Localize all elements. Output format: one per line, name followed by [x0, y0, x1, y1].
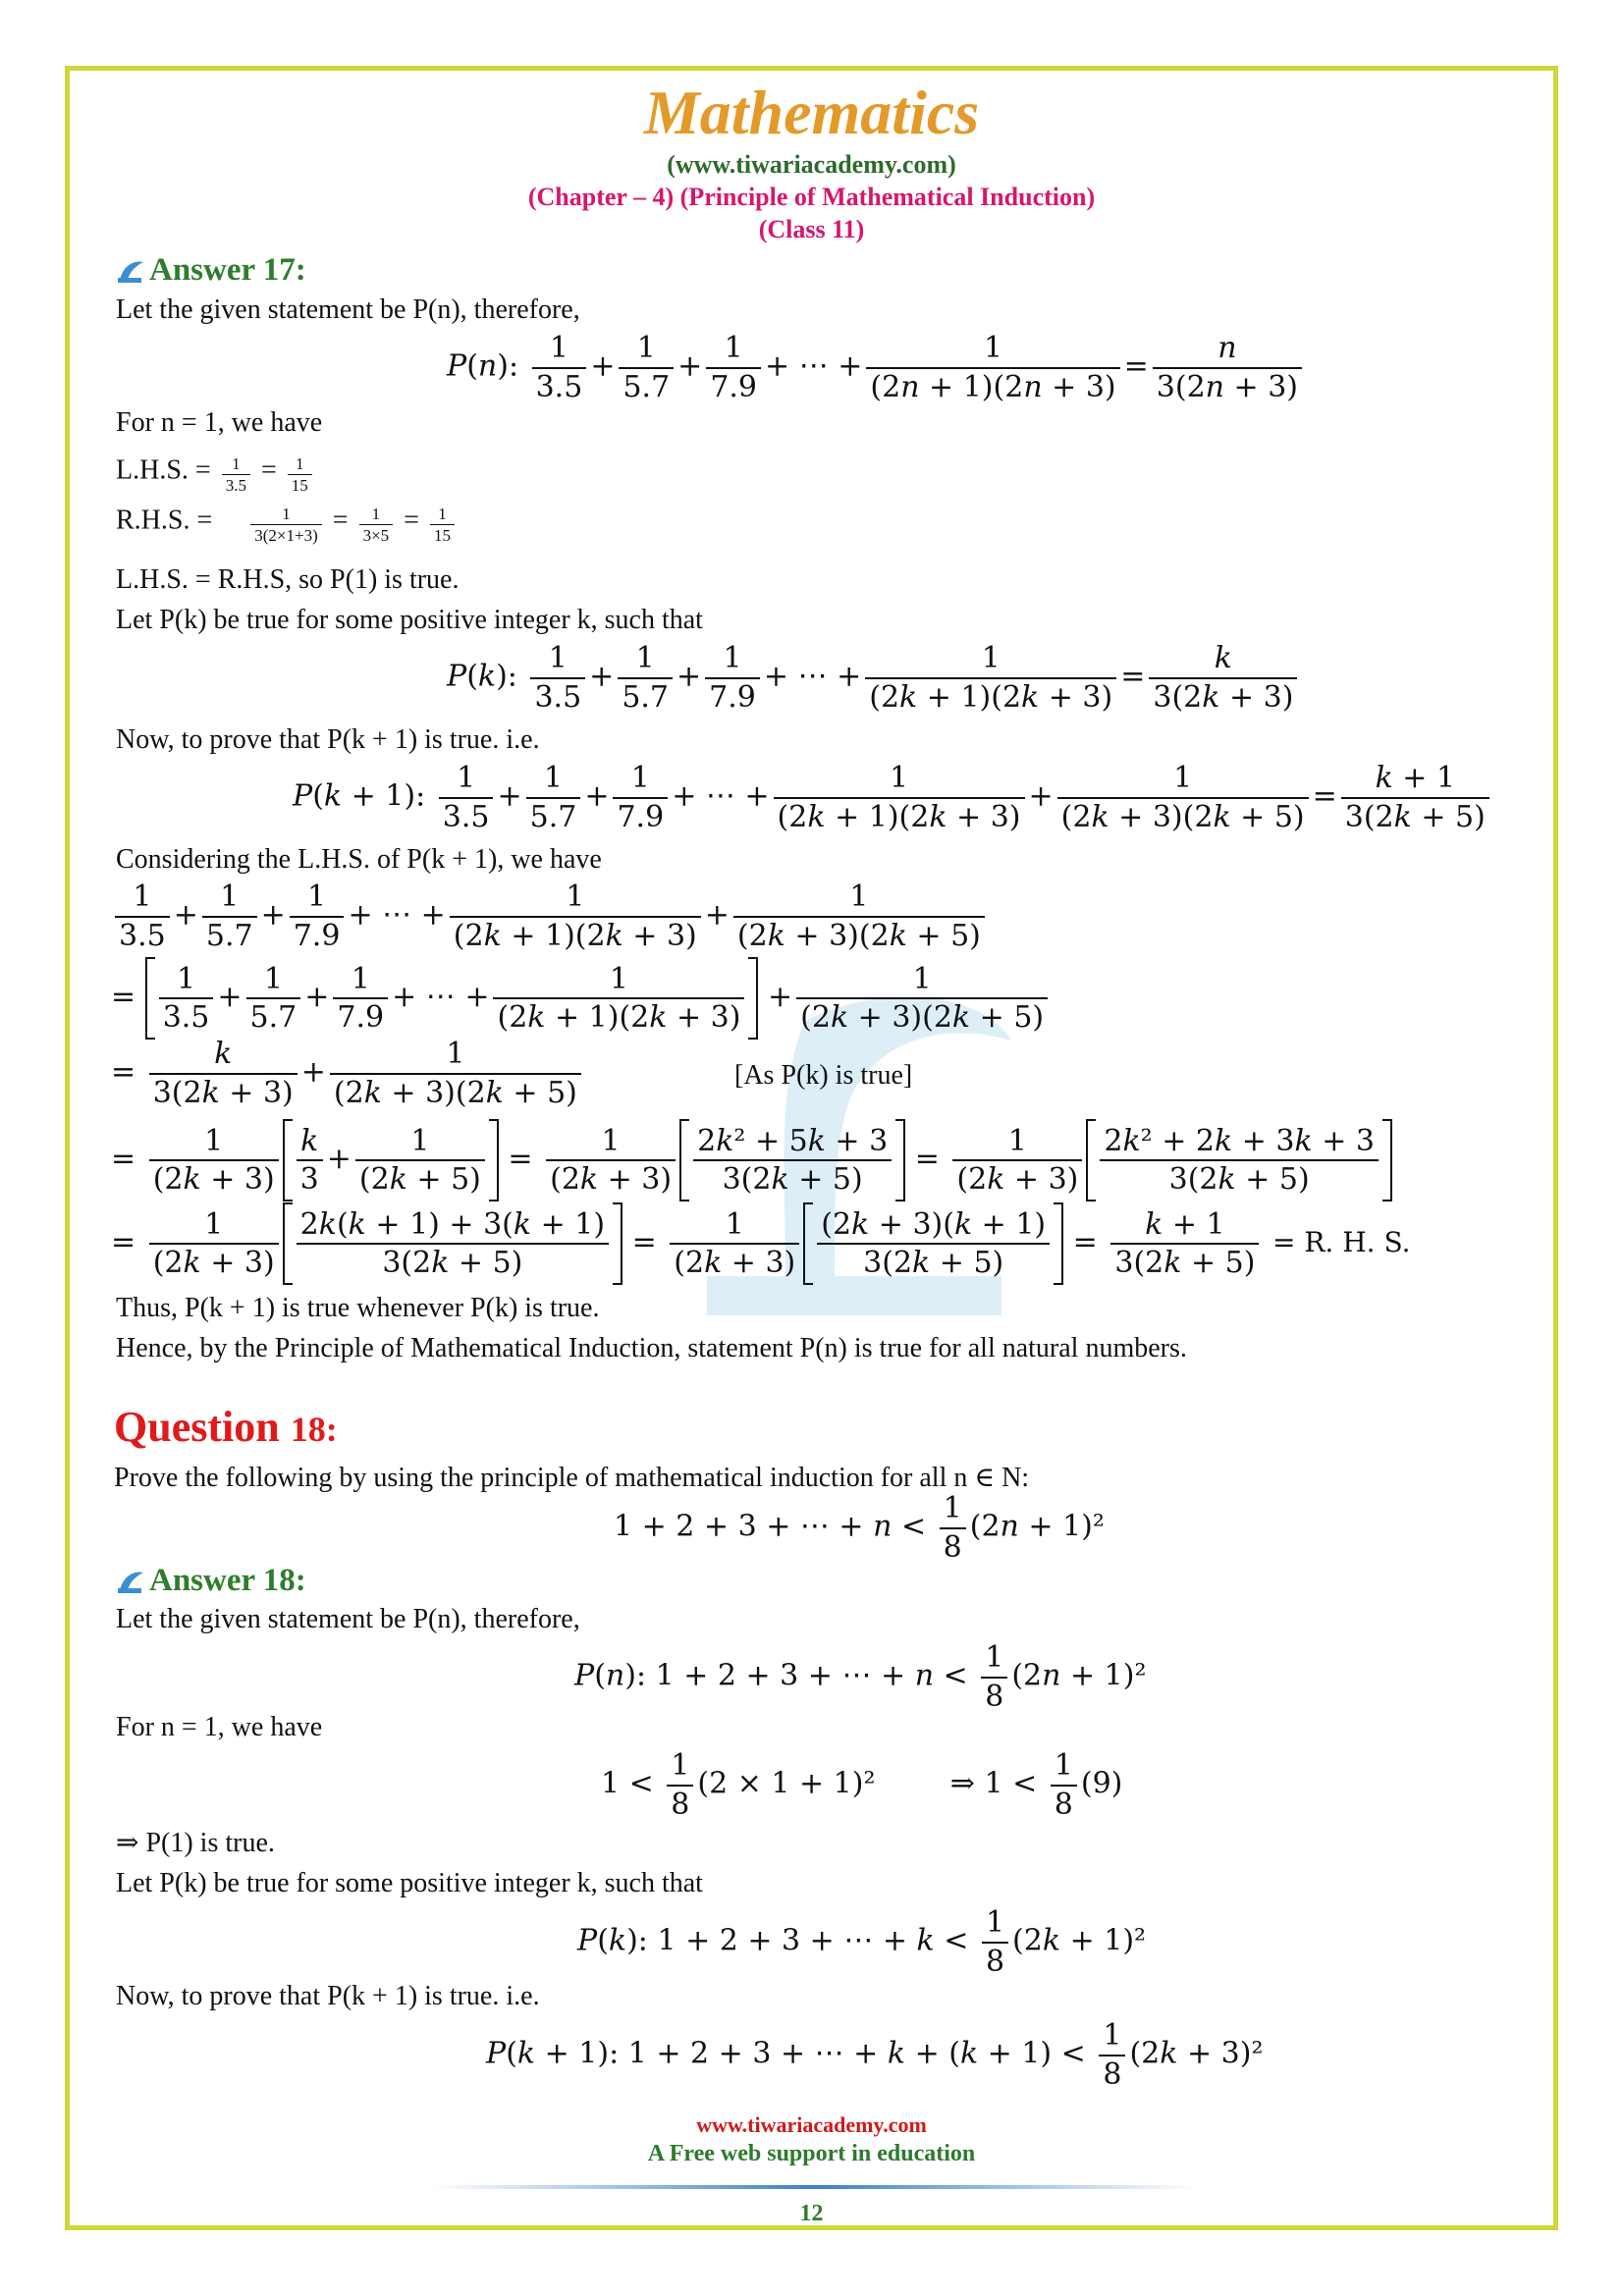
a18-line1: Let the given statement be P(n), therefore, — [116, 1604, 580, 1634]
a18-pn-inequality: P(n): 1 + 2 + 3 + ⋯ + n < $\frac{1}{8}$ (2n + 1)² — [574, 1640, 1147, 1714]
a17-line1: Let the given statement be P(n), therefore, — [116, 294, 580, 325]
footer-divider — [432, 2185, 1198, 2189]
site-url: (www.tiwariacademy.com) — [667, 150, 956, 179]
a17-lhs-eq-rhs: L.H.S. = R.H.S, so P(1) is true. — [116, 564, 460, 595]
a18-p1-true: ⇒ P(1) is true. — [116, 1828, 275, 1858]
a17-let-pk: Let P(k) be true for some positive integer k, such that — [116, 605, 703, 635]
a17-lhs: L.H.S. = $\frac{1}{3.5}$ = $\frac{1}{15}$ — [116, 454, 316, 497]
a17-step4: = $\frac{1}{(2k + 3)}$ $\frac{k}{3}$ + $\frac{1}{(2k + 5)}$ = $\frac{1}{(2k + 3)}$ $\frac{\text{2k² + 5k + 3}}{3(2k + 5)}$ = $\frac{1}{(2k + 3)}$ $\frac{\text{2k² + 2k + 3k + 3}}{3(2k + 5)}$ — [111, 1119, 1392, 1201]
a17-as-pk-note: [As P(k) is true] — [734, 1060, 913, 1091]
q18-text: Prove the following by using the principle of mathematical induction for all n ∈ N: — [114, 1463, 1030, 1493]
a17-step5: = $\frac{1}{(2k + 3)}$ $\frac{2k(k + 1) + 3(k + 1)}{3(2k + 5)}$ = $\frac{1}{(2k + 3)}$ $\frac{(2k + 3)(k + 1)}{3(2k + 5)}$ = $\frac{k + 1}{3(2k + 5)}$ = R. H. S. — [111, 1202, 1411, 1285]
a17-pk1-equation: P(k + 1): $\frac{1}{3.5}$ + $\frac{1}{5.7}$ + $\frac{1}{7.9}$ + ⋯ + $\frac{1}{(2k + 1)(2k + 3)}$ + $\frac{1}{(2k + 3)(2k + 5)}$ = $\frac{k + 1}{3(2k + 5)}$ — [293, 760, 1493, 835]
a18-let-pk: Let P(k) be true for some positive integer k, such that — [116, 1868, 703, 1898]
page-title: Mathematics — [643, 78, 980, 147]
page-number: 12 — [799, 2201, 824, 2226]
answer-18-heading: Answer 18: — [116, 1563, 306, 1599]
a17-pn-equation: P(n): $\frac{1}{3.5}$ + $\frac{1}{5.7}$ + $\frac{1}{7.9}$ + ⋯ + $\frac{1}{(2n + 1)(2n + 3)}$ = $\frac{n}{3(2n + 3)}$ — [447, 330, 1306, 405]
class-label: (Class 11) — [758, 215, 865, 243]
a17-rhs: R.H.S. = $\frac{1}{3(2\times 1+3)}$ = $\frac{1}{3\times 5}$ = $\frac{1}{15}$ — [116, 504, 459, 547]
a18-for-n1: For n = 1, we have — [116, 1712, 323, 1742]
a17-step2: = $\frac{1}{3.5}$ + $\frac{1}{5.7}$ + $\frac{1}{7.9}$ + ⋯ + $\frac{1}{(2k + 1)(2k + 3)}$ + $\frac{1}{(2k + 3)(2k + 5)}$ — [111, 957, 1052, 1040]
footer-site[interactable]: www.tiwariacademy.com — [696, 2112, 927, 2137]
a17-pk-equation: P(k): $\frac{1}{3.5}$ + $\frac{1}{5.7}$ + $\frac{1}{7.9}$ + ⋯ + $\frac{1}{(2k + 1)(2k + 3)}$ = $\frac{k}{3(2k + 3)}$ — [447, 640, 1301, 716]
a17-now-prove: Now, to prove that P(k + 1) is true. i.e. — [116, 724, 540, 755]
footer-tagline: A Free web support in education — [647, 2141, 976, 2166]
a17-thus: Thus, P(k + 1) is true whenever P(k) is true. — [116, 1293, 600, 1323]
question-18-heading: Question 18: — [114, 1403, 338, 1451]
a18-n1-check: 1 < $\frac{1}{8}$ (2 × 1 + 1)² ⇒ 1 < $\frac{1}{8}$ (9) — [601, 1748, 1123, 1822]
a17-step1: $\frac{1}{3.5}$ + $\frac{1}{5.7}$ + $\frac{1}{7.9}$ + ⋯ + $\frac{1}{(2k + 1)(2k + 3)}$ + $\frac{1}{(2k + 3)(2k + 5)}$ — [111, 879, 989, 954]
a18-now-prove: Now, to prove that P(k + 1) is true. i.e. — [116, 1981, 540, 2011]
a17-considering: Considering the L.H.S. of P(k + 1), we have — [116, 844, 602, 875]
a17-for-n1: For n = 1, we have — [116, 407, 323, 438]
chapter-label: (Chapter – 4) (Principle of Mathematical Induction) — [527, 183, 1096, 211]
a17-hence: Hence, by the Principle of Mathematical Induction, statement P(n) is true for all natural numbers. — [116, 1333, 1187, 1363]
answer-17-heading: Answer 17: — [116, 252, 306, 289]
q18-inequality: 1 + 2 + 3 + ⋯ + n < $\frac{1}{8}$ (2n + 1)² — [614, 1491, 1105, 1565]
a18-pk1-inequality: P(k + 1): 1 + 2 + 3 + ⋯ + k + (k + 1) < $\frac{1}{8}$ (2k + 3)² — [486, 2018, 1264, 2092]
a17-step3: = $\frac{k}{3(2k + 3)}$ + $\frac{1}{(2k + 3)(2k + 5)}$ — [111, 1036, 585, 1111]
a18-pk-inequality: P(k): 1 + 2 + 3 + ⋯ + k < $\frac{1}{8}$ (2k + 1)² — [577, 1905, 1147, 1979]
tiwari-logo-icon — [116, 1569, 145, 1594]
a17-rhs-end: = R. H. S. — [1271, 1226, 1411, 1258]
tiwari-logo-icon — [116, 258, 145, 284]
